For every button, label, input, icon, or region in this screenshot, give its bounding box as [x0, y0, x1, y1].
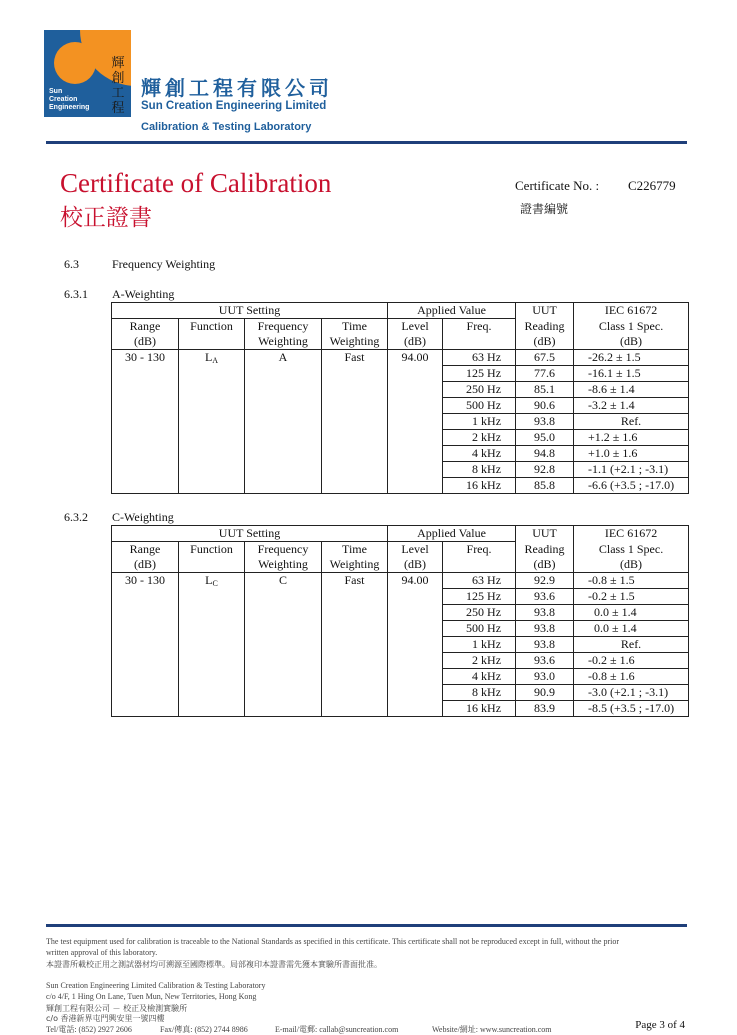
footer-note-line1: The test equipment used for calibration is traceable to the National Standards as specified in this certificate. This certificate shall not be reproduced except in full, without the prior	[46, 937, 619, 946]
range-unit: (dB)	[112, 334, 179, 350]
reading-cell: 90.6	[516, 398, 574, 414]
time-weighting-header-2: Weighting	[322, 557, 388, 573]
spec-cell: -1.1 (+2.1 ; -3.1)	[574, 462, 689, 478]
footer-address-cn1: 輝創工程有限公司 － 校正及檢測實驗所	[46, 1004, 188, 1013]
level-cell: 94.00	[388, 350, 443, 494]
subsection-c-title: C-Weighting	[112, 510, 174, 524]
freq-weighting-header-2: Weighting	[245, 334, 322, 350]
reading-cell: 83.9	[516, 701, 574, 717]
certificate-title: Certificate of Calibration	[60, 168, 332, 198]
range-header: Range	[112, 542, 179, 558]
freq-cell: 500 Hz	[443, 398, 516, 414]
company-logo	[44, 30, 131, 117]
logo-char: 工	[111, 86, 125, 101]
freq-cell: 4 kHz	[443, 446, 516, 462]
reading-cell: 67.5	[516, 350, 574, 366]
freq-cell: 63 Hz	[443, 350, 516, 366]
section-title: Frequency Weighting	[112, 257, 216, 271]
table-header-row	[112, 526, 689, 542]
logo-text-line: Engineering	[49, 104, 90, 111]
spec-cell: -0.8 ± 1.5	[574, 573, 689, 589]
spec-cell: -3.0 (+2.1 ; -3.1)	[574, 685, 689, 701]
freq-cell: 4 kHz	[443, 669, 516, 685]
function-unit	[179, 557, 245, 573]
uut-setting-header: UUT Setting	[112, 303, 388, 319]
function-header: Function	[179, 319, 245, 335]
reading-header: Reading	[516, 542, 574, 558]
reading-cell: 77.6	[516, 366, 574, 382]
reading-cell: 93.8	[516, 637, 574, 653]
function-symbol: L	[205, 573, 213, 587]
spec-cell: -0.8 ± 1.6	[574, 669, 689, 685]
reading-unit: (dB)	[516, 557, 574, 573]
range-cell: 30 - 130	[112, 350, 179, 494]
level-unit: (dB)	[388, 557, 443, 573]
reading-cell: 93.8	[516, 414, 574, 430]
logo-char: 輝	[111, 56, 125, 71]
footer-website: Website/網址: www.suncreation.com	[432, 1025, 552, 1034]
iec-header: IEC 61672	[574, 526, 689, 542]
reading-cell: 95.0	[516, 430, 574, 446]
spec-cell: -6.6 (+3.5 ; -17.0)	[574, 478, 689, 494]
reading-header: Reading	[516, 319, 574, 335]
time-weighting-header: Time	[322, 319, 388, 335]
freq-unit	[443, 557, 516, 573]
time-weighting-cell: Fast	[322, 573, 388, 717]
spec-cell: -3.2 ± 1.4	[574, 398, 689, 414]
spec-unit: (dB)	[574, 557, 689, 573]
applied-value-header: Applied Value	[388, 526, 516, 542]
spec-cell: -0.2 ± 1.6	[574, 653, 689, 669]
certificate-no-value: C226779	[628, 178, 676, 193]
logo-text-line: Creation	[49, 96, 78, 103]
class-spec-header: Class 1 Spec.	[574, 319, 689, 335]
logo-char: 程	[111, 101, 125, 116]
reading-cell: 93.8	[516, 605, 574, 621]
spec-cell: +1.0 ± 1.6	[574, 446, 689, 462]
freq-cell: 8 kHz	[443, 462, 516, 478]
reading-cell: 85.8	[516, 478, 574, 494]
function-subscript: C	[212, 579, 218, 588]
reading-cell: 92.9	[516, 573, 574, 589]
spec-cell: -0.2 ± 1.5	[574, 589, 689, 605]
freq-cell: 63 Hz	[443, 573, 516, 589]
class-spec-header: Class 1 Spec.	[574, 542, 689, 558]
footer-address-line2: c/o 4/F, 1 Hing On Lane, Tuen Mun, New Territories, Hong Kong	[46, 992, 257, 1001]
applied-value-header: Applied Value	[388, 303, 516, 319]
freq-cell: 2 kHz	[443, 430, 516, 446]
freq-weighting-header: Frequency	[245, 319, 322, 335]
freq-cell: 8 kHz	[443, 685, 516, 701]
table-header-row	[112, 334, 689, 350]
level-unit: (dB)	[388, 334, 443, 350]
subsection-a-number: 6.3.1	[64, 287, 88, 301]
function-unit	[179, 334, 245, 350]
table-header-row	[112, 557, 689, 573]
footer-note-line2: written approval of this laboratory.	[46, 948, 158, 957]
logo-text-cn	[109, 57, 127, 117]
freq-cell: 125 Hz	[443, 589, 516, 605]
freq-cell: 1 kHz	[443, 414, 516, 430]
spec-cell: -8.6 ± 1.4	[574, 382, 689, 398]
footer-note-cn: 本證書所載校正用之測試器材均可溯源至國際標準。局部複印本證書需先獲本實驗所書面批准。	[46, 960, 382, 969]
uut-header: UUT	[516, 303, 574, 319]
reading-cell: 93.8	[516, 621, 574, 637]
iec-header: IEC 61672	[574, 303, 689, 319]
time-weighting-cell: Fast	[322, 350, 388, 494]
function-cell	[179, 350, 245, 494]
spec-cell: 0.0 ± 1.4	[574, 621, 689, 637]
freq-cell: 125 Hz	[443, 366, 516, 382]
certificate-title-cn: 校正證書	[60, 205, 152, 231]
footer-address-line1: Sun Creation Engineering Limited Calibration & Testing Laboratory	[46, 981, 266, 990]
freq-cell: 16 kHz	[443, 701, 516, 717]
reading-cell: 94.8	[516, 446, 574, 462]
footer-divider	[46, 924, 687, 927]
range-cell: 30 - 130	[112, 573, 179, 717]
reading-unit: (dB)	[516, 334, 574, 350]
subsection-c-number: 6.3.2	[64, 510, 88, 524]
spec-cell: Ref.	[574, 637, 689, 653]
table-row	[112, 573, 689, 589]
spec-cell: +1.2 ± 1.6	[574, 430, 689, 446]
footer-tel: Tel/電話: (852) 2927 2606	[46, 1025, 132, 1034]
logo-text-line: Sun	[49, 88, 63, 95]
logo-text-en	[49, 88, 89, 112]
range-unit: (dB)	[112, 557, 179, 573]
freq-cell: 250 Hz	[443, 605, 516, 621]
function-symbol: L	[204, 350, 213, 364]
function-cell	[179, 573, 245, 717]
reading-cell: 93.6	[516, 653, 574, 669]
reading-cell: 93.6	[516, 589, 574, 605]
spec-cell: -16.1 ± 1.5	[574, 366, 689, 382]
level-header: Level	[388, 319, 443, 335]
freq-weighting-header: Frequency	[245, 542, 322, 558]
function-header: Function	[179, 542, 245, 558]
spec-unit: (dB)	[574, 334, 689, 350]
section-number: 6.3	[64, 257, 79, 271]
company-name-en: Sun Creation Engineering Limited	[141, 100, 327, 112]
logo-orange-circle	[54, 42, 96, 84]
reading-cell: 90.9	[516, 685, 574, 701]
level-cell: 94.00	[388, 573, 443, 717]
certificate-no-label: Certificate No. :	[515, 178, 600, 193]
uut-setting-header: UUT Setting	[112, 526, 388, 542]
freq-weighting-header-2: Weighting	[245, 557, 322, 573]
table-header-row	[112, 303, 689, 319]
freq-cell: 16 kHz	[443, 478, 516, 494]
level-header: Level	[388, 542, 443, 558]
freq-header: Freq.	[443, 319, 516, 335]
uut-header: UUT	[516, 526, 574, 542]
time-weighting-header-2: Weighting	[322, 334, 388, 350]
reading-cell: 92.8	[516, 462, 574, 478]
spec-cell: -8.5 (+3.5 ; -17.0)	[574, 701, 689, 717]
freq-cell: 1 kHz	[443, 637, 516, 653]
table-header-row	[112, 542, 689, 558]
certificate-no-label-cn: 證書編號	[520, 202, 569, 216]
logo-char: 創	[111, 71, 125, 86]
subsection-a-title: A-Weighting	[112, 287, 175, 301]
c-weighting-table	[111, 525, 689, 717]
reading-cell: 85.1	[516, 382, 574, 398]
header-divider	[46, 141, 687, 144]
freq-header: Freq.	[443, 542, 516, 558]
footer-fax: Fax/傳真: (852) 2744 8986	[160, 1025, 248, 1034]
table-row	[112, 350, 689, 366]
freq-weighting-cell: C	[245, 573, 322, 717]
footer-address-cn2: c/o 香港新界屯門興安里一號四樓	[46, 1014, 165, 1023]
reading-cell: 93.0	[516, 669, 574, 685]
freq-cell: 2 kHz	[443, 653, 516, 669]
function-subscript: A	[212, 356, 219, 365]
spec-cell: Ref.	[574, 414, 689, 430]
page-number: Page 3 of 4	[635, 1019, 685, 1031]
freq-cell: 250 Hz	[443, 382, 516, 398]
freq-cell: 500 Hz	[443, 621, 516, 637]
range-header: Range	[112, 319, 179, 335]
freq-weighting-cell: A	[245, 350, 322, 494]
table-header-row	[112, 319, 689, 335]
footer-email: E-mail/電郵: callab@suncreation.com	[275, 1025, 399, 1034]
a-weighting-table	[111, 302, 689, 494]
spec-cell: 0.0 ± 1.4	[574, 605, 689, 621]
lab-name: Calibration & Testing Laboratory	[141, 121, 312, 133]
freq-unit	[443, 334, 516, 350]
spec-cell: -26.2 ± 1.5	[574, 350, 689, 366]
company-name-cn: 輝創工程有限公司	[141, 76, 333, 100]
time-weighting-header: Time	[322, 542, 388, 558]
